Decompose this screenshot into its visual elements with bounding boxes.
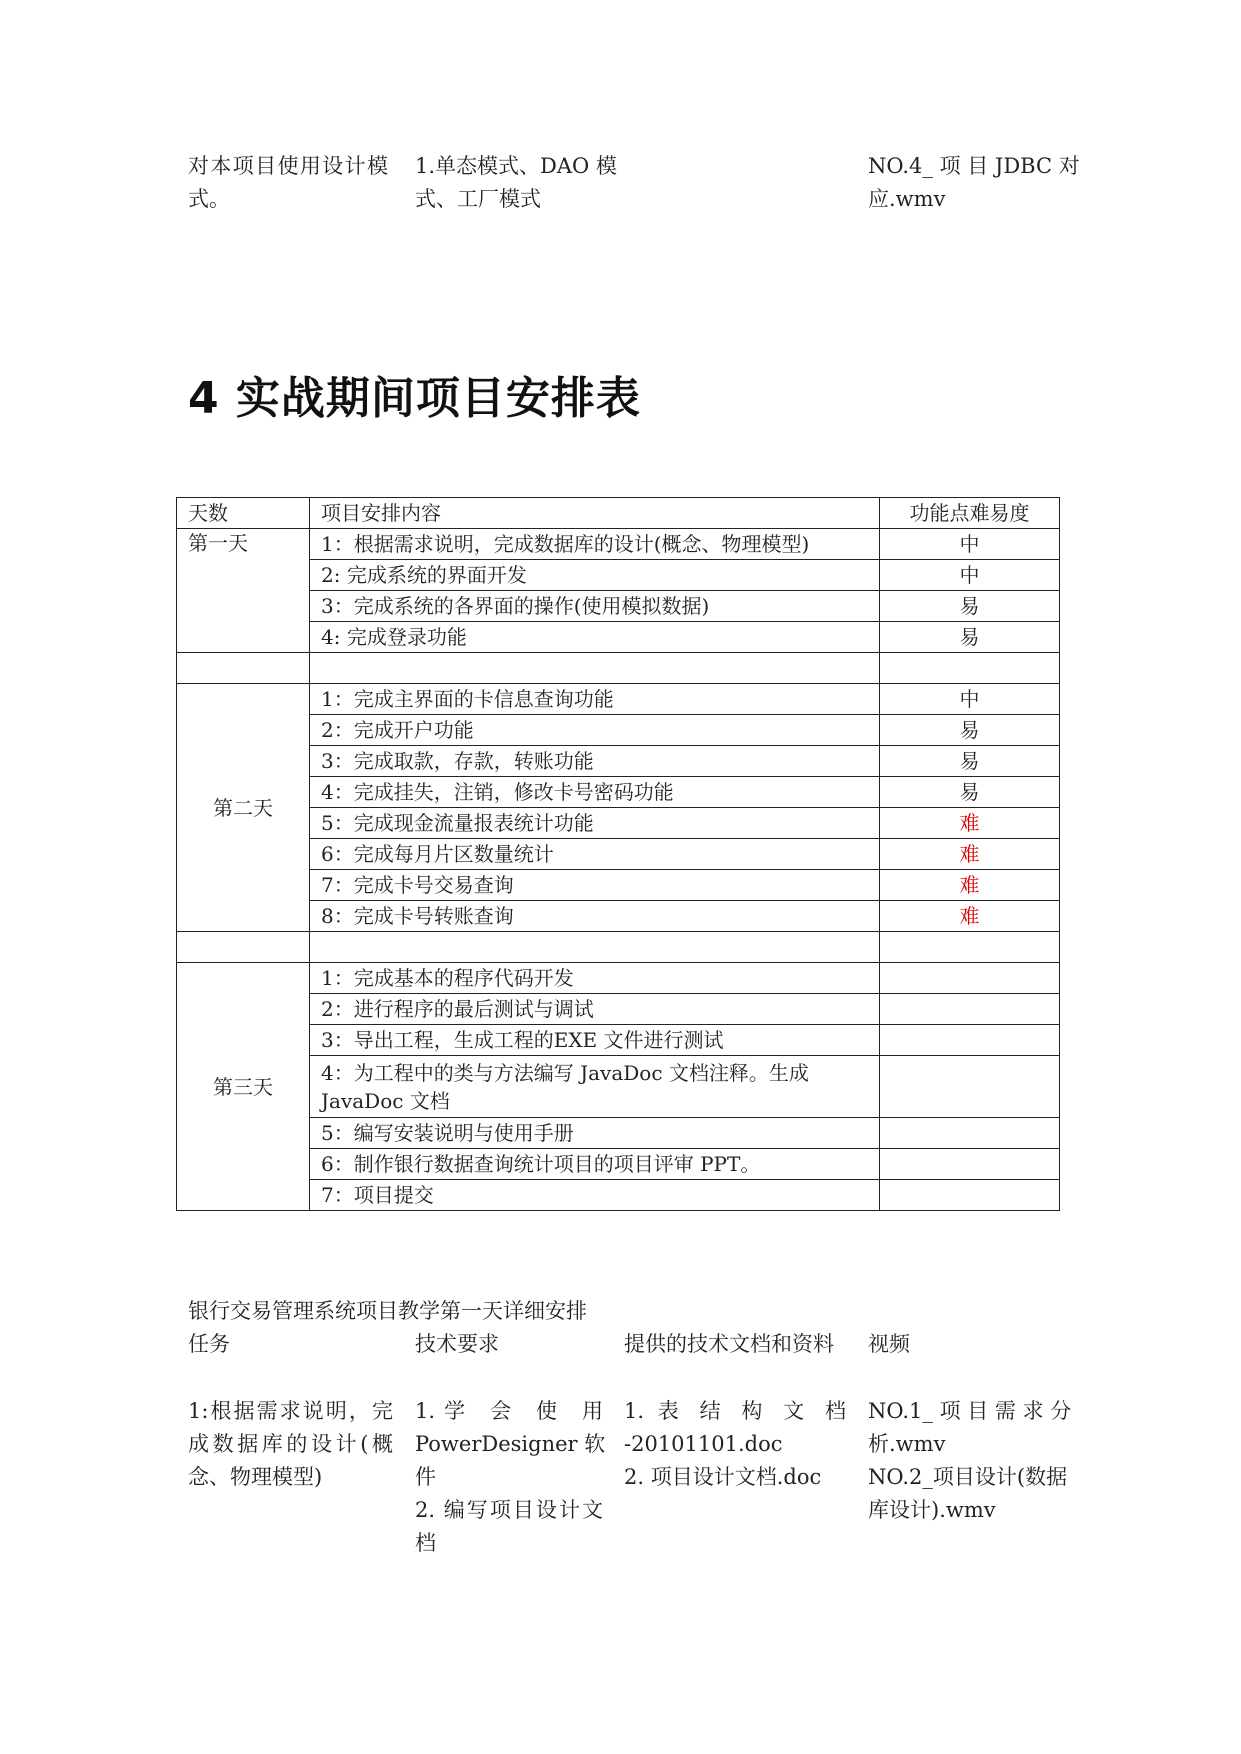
empty-cell (310, 653, 880, 684)
task-content: 3：完成取款，存款，转账功能 (310, 746, 880, 777)
task-difficulty (880, 1056, 1060, 1118)
task-content: 2：进行程序的最后测试与调试 (310, 994, 880, 1025)
task-content: 8：完成卡号转账查询 (310, 901, 880, 932)
task-content: 1：根据需求说明，完成数据库的设计(概念、物理模型) (310, 529, 880, 560)
detail-header-video: 视频 (868, 1332, 910, 1356)
day-label-2: 第二天 (177, 684, 310, 932)
table-row (177, 808, 1060, 839)
task-difficulty: 难 (880, 839, 1060, 870)
task-difficulty: 难 (880, 901, 1060, 932)
task-difficulty (880, 1118, 1060, 1149)
task-difficulty: 中 (880, 529, 1060, 560)
task-content: 5：编写安装说明与使用手册 (310, 1118, 880, 1149)
task-difficulty: 难 (880, 808, 1060, 839)
task-content: 2：完成开户功能 (310, 715, 880, 746)
text-line: 件 (415, 1465, 436, 1489)
task-difficulty (880, 994, 1060, 1025)
text-line: 对本项目使用设计模 (188, 154, 388, 178)
text-line: 1. 表 结 构 文 档 (624, 1399, 846, 1423)
table-row (177, 963, 1060, 994)
detail-header-task: 任务 (188, 1332, 230, 1356)
detail-docs-cell (624, 1395, 846, 1494)
table-row (177, 839, 1060, 870)
text-line: 2. 项目设计文档.doc (624, 1465, 822, 1489)
detail-tech-cell (415, 1395, 606, 1560)
text-line: NO.4_ 项 目 JDBC 对 (868, 154, 1080, 178)
detail-header-tech: 技术要求 (415, 1332, 499, 1356)
header-content: 项目安排内容 (310, 498, 880, 529)
spacer-row (177, 932, 1060, 963)
detail-caption: 银行交易管理系统项目教学第一天详细安排 (188, 1299, 587, 1323)
table-row (177, 529, 1060, 560)
table-row (177, 1149, 1060, 1180)
table-row (177, 560, 1060, 591)
detail-header-docs: 提供的技术文档和资料 (624, 1332, 834, 1356)
section-heading: 4 实战期间项目安排表 (188, 373, 641, 424)
table-row (177, 1056, 1060, 1118)
detail-task-cell (188, 1395, 393, 1494)
empty-cell (310, 932, 880, 963)
task-difficulty: 易 (880, 715, 1060, 746)
detail-video-cell (868, 1395, 1072, 1527)
header-difficulty: 功能点难易度 (880, 498, 1060, 529)
table-row (177, 1180, 1060, 1211)
task-difficulty (880, 1180, 1060, 1211)
task-difficulty (880, 1149, 1060, 1180)
empty-cell (880, 653, 1060, 684)
table-row (177, 684, 1060, 715)
task-difficulty (880, 1025, 1060, 1056)
text-line: 析.wmv (868, 1432, 946, 1456)
text-line: 应.wmv (868, 187, 946, 211)
task-content: 3：完成系统的各界面的操作(使用模拟数据) (310, 591, 880, 622)
task-content: 4：为工程中的类与方法编写 JavaDoc 文档注释。生成 JavaDoc 文档 (310, 1056, 880, 1118)
task-difficulty (880, 963, 1060, 994)
schedule-table (176, 497, 1060, 1211)
text-line: 成数据库的设计(概 (188, 1432, 393, 1456)
spacer-row (177, 653, 1060, 684)
table-row (177, 1025, 1060, 1056)
text-line: NO.2_项目设计(数据 (868, 1465, 1068, 1489)
day-label-1: 第一天 (177, 529, 310, 653)
text-line: NO.1_ 项 目 需 求 分 (868, 1399, 1072, 1423)
task-difficulty: 易 (880, 591, 1060, 622)
task-difficulty: 易 (880, 622, 1060, 653)
task-content: 6：制作银行数据查询统计项目的项目评审 PPT。 (310, 1149, 880, 1180)
table-row (177, 994, 1060, 1025)
task-content: 1：完成主界面的卡信息查询功能 (310, 684, 880, 715)
top-row-tech (415, 150, 617, 216)
table-row (177, 901, 1060, 932)
text-line: 1.学 会 使 用 (415, 1399, 603, 1423)
task-difficulty: 易 (880, 746, 1060, 777)
empty-cell (880, 932, 1060, 963)
table-row (177, 1118, 1060, 1149)
text-line: 式、工厂模式 (415, 187, 541, 211)
text-line: 1.单态模式、DAO 模 (415, 154, 617, 178)
text-line: -20101101.doc (624, 1432, 783, 1456)
task-difficulty: 中 (880, 560, 1060, 591)
text-line: 档 (415, 1531, 436, 1555)
task-content: 4: 完成登录功能 (310, 622, 880, 653)
table-row (177, 777, 1060, 808)
task-content: 5：完成现金流量报表统计功能 (310, 808, 880, 839)
table-row (177, 746, 1060, 777)
text-line: 念、物理模型) (188, 1465, 323, 1489)
task-content: 3：导出工程，生成工程的EXE 文件进行测试 (310, 1025, 880, 1056)
empty-cell (177, 653, 310, 684)
table-row (177, 870, 1060, 901)
table-header-row (177, 498, 1060, 529)
task-content: 2: 完成系统的界面开发 (310, 560, 880, 591)
text-line: PowerDesigner 软 (415, 1432, 606, 1456)
task-content: 7：项目提交 (310, 1180, 880, 1211)
top-row-task (188, 150, 388, 216)
task-content: 6：完成每月片区数量统计 (310, 839, 880, 870)
task-content: 1：完成基本的程序代码开发 (310, 963, 880, 994)
task-content: 7：完成卡号交易查询 (310, 870, 880, 901)
table-row (177, 622, 1060, 653)
empty-cell (177, 932, 310, 963)
header-days: 天数 (177, 498, 310, 529)
text-line: 2. 编写项目设计文 (415, 1498, 603, 1522)
task-content: 4：完成挂失，注销，修改卡号密码功能 (310, 777, 880, 808)
table-row (177, 715, 1060, 746)
day-label-3: 第三天 (177, 963, 310, 1211)
task-difficulty: 易 (880, 777, 1060, 808)
text-line: 式。 (188, 187, 230, 211)
text-line: 库设计).wmv (868, 1498, 996, 1522)
task-difficulty: 中 (880, 684, 1060, 715)
task-difficulty: 难 (880, 870, 1060, 901)
text-line: 1:根据需求说明，完 (188, 1399, 393, 1423)
table-row (177, 591, 1060, 622)
top-row-video (868, 150, 1080, 216)
